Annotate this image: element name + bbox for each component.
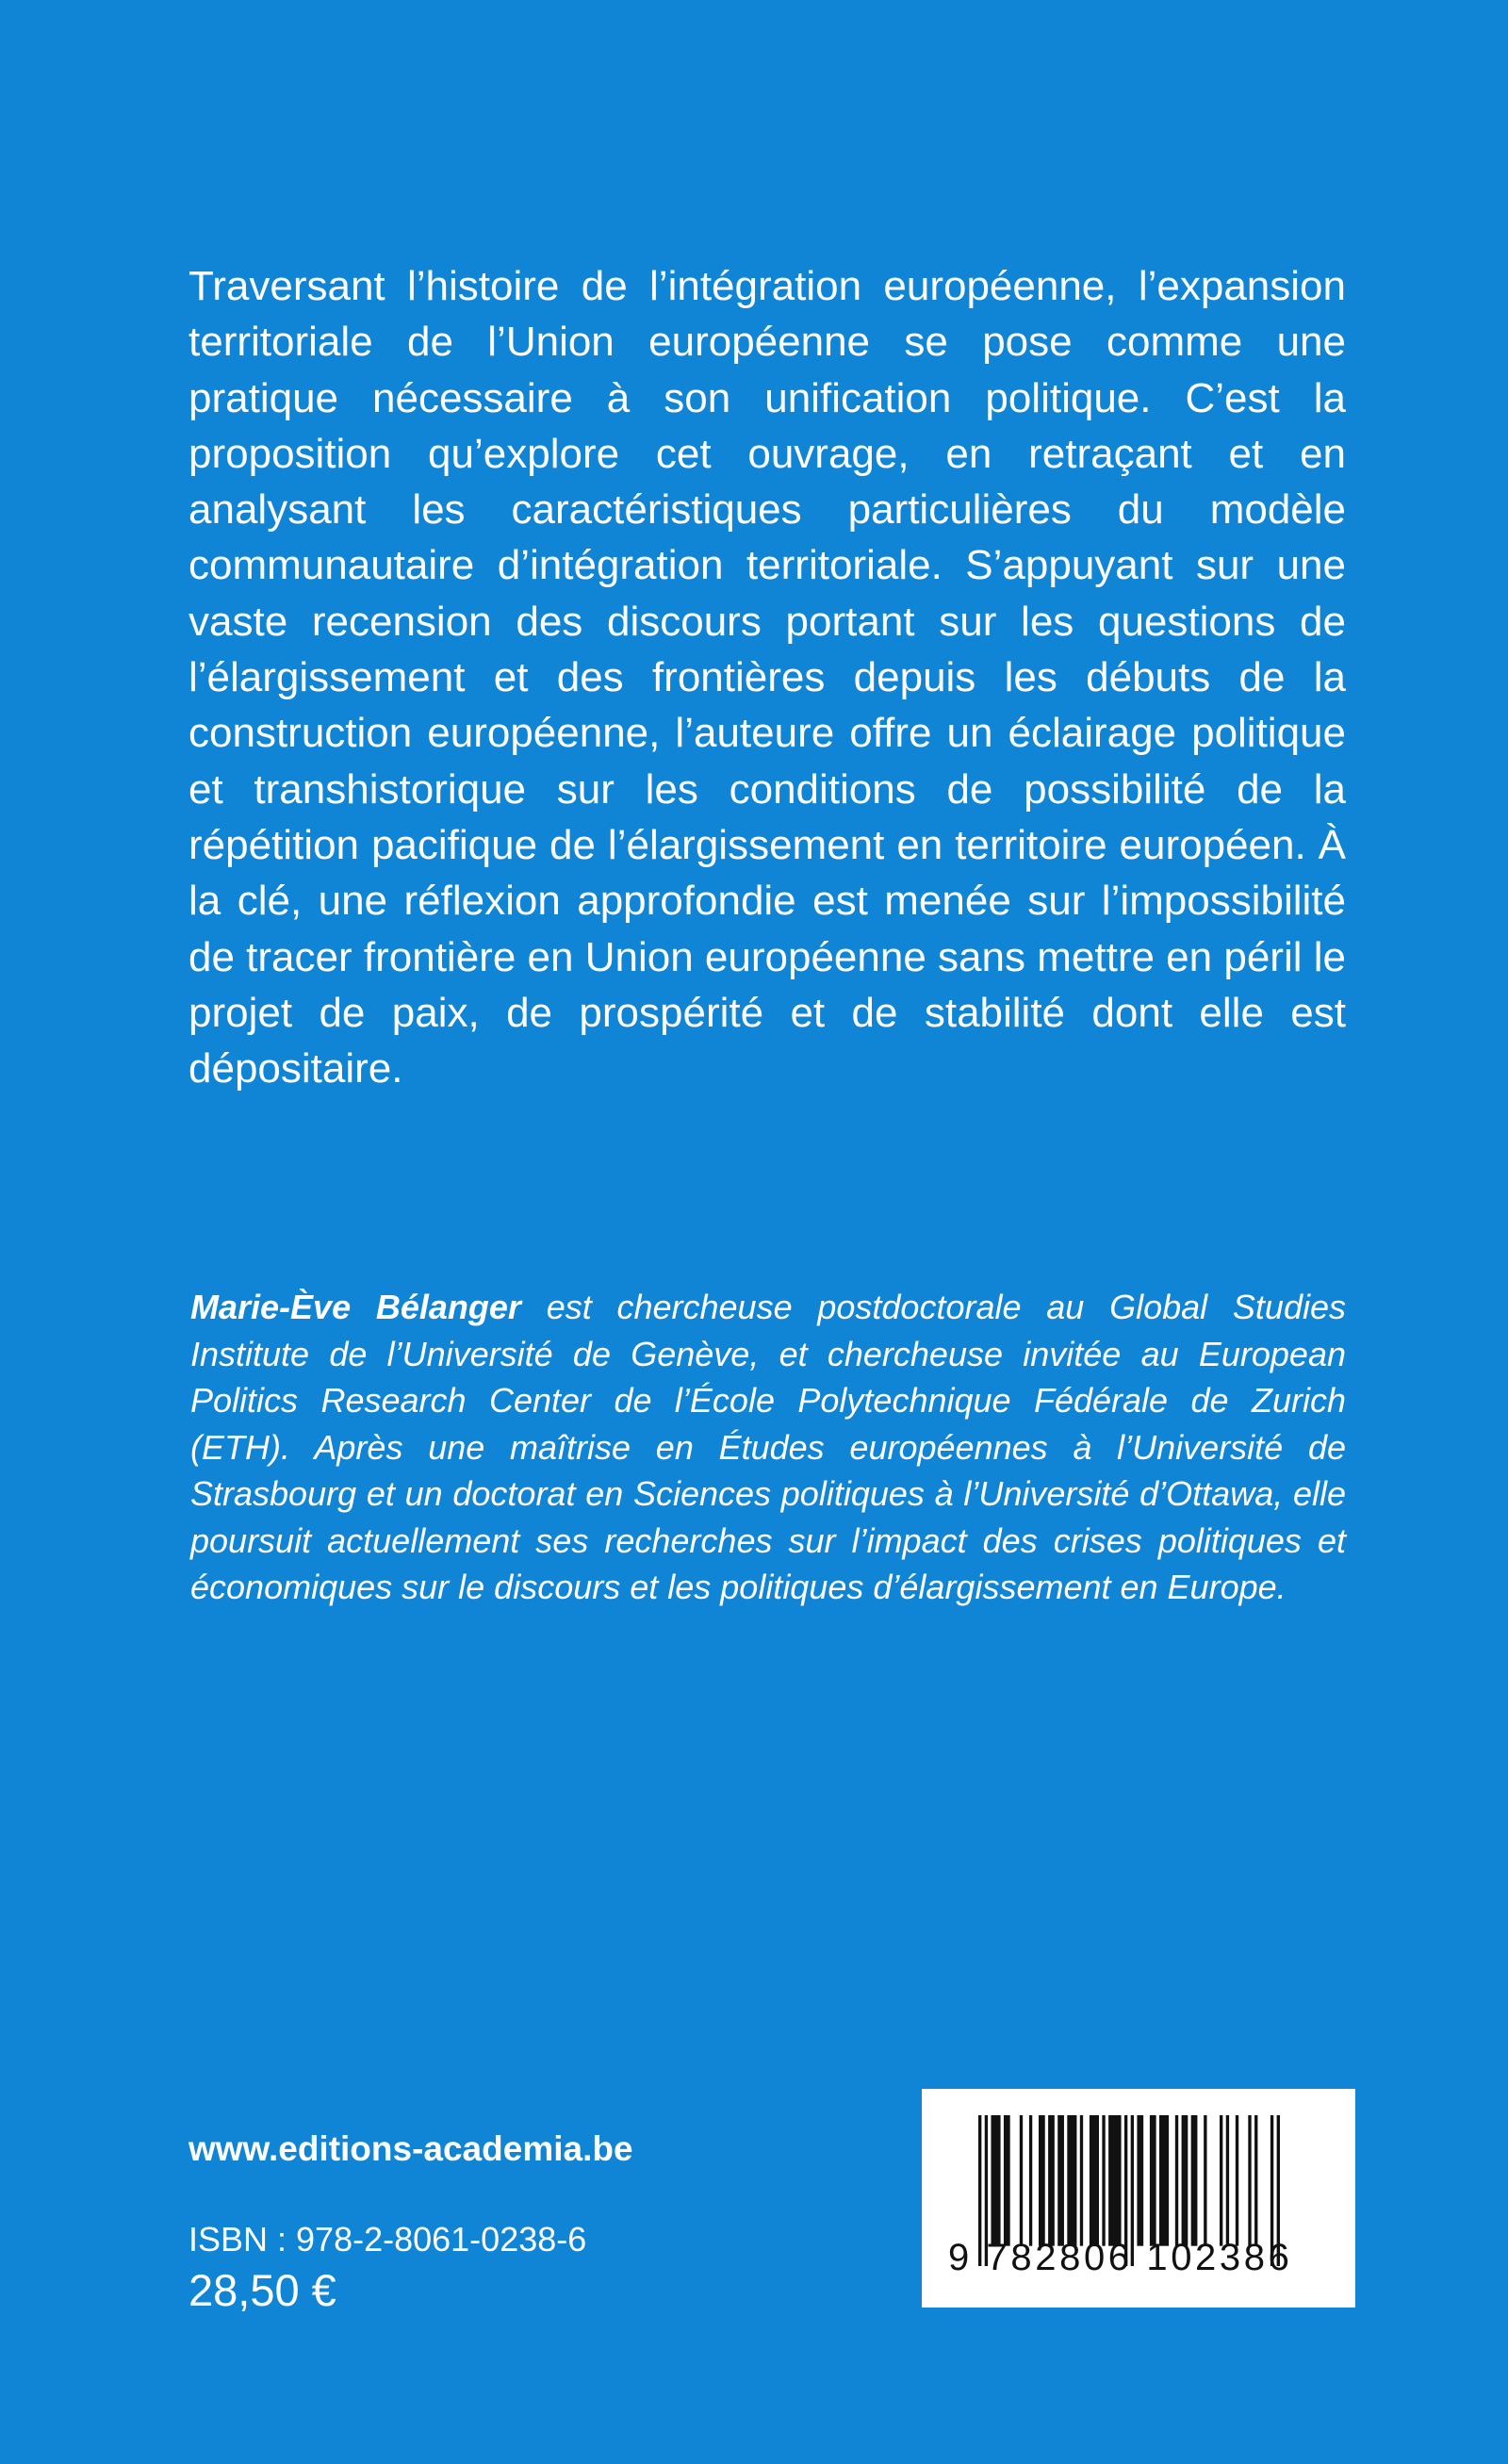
barcode-bar [1102,2115,1105,2246]
barcode-bar [1159,2115,1169,2246]
barcode-bar [1220,2115,1222,2246]
barcode-bar [1057,2115,1064,2246]
price: 28,50 € [188,2265,336,2315]
author-name: Marie-Ève Bélanger [190,1288,521,1326]
isbn-number: ISBN : 978-2-8061-0238-6 [188,2220,587,2259]
barcode-bar [1236,2115,1238,2246]
publisher-website: www.editions-academia.be [188,2129,633,2168]
barcode-bar [1182,2115,1188,2246]
summary-paragraph: Traversant l’histoire de l’intégration européenne, l’expansion territoriale de l’Union européenne se pose comme une pratique nécessaire à son unification politique. C’est la proposition qu’explore cet ouvrage, en retraçant et en analysant les caractéristiques particulières du modèle communautaire d’intégration territoriale. S’appuyant sur une vaste recension des discours portant sur les questions de l’élargissement et des frontières depuis les débuts de la construction européenne, l’auteure offre un éclairage politique et transhistorique sur les conditions de possibilité de la répétition pacifique de l’élargissement en territoire européen. À la clé, une réflexion approfondie est menée sur l’impossibilité de tracer frontière en Union européenne sans mettre en péril le projet de paix, de prospérité et de stabilité dont elle est dépositaire. [188,263,1346,1092]
author-biography [190,1284,1346,1611]
barcode-bar [1137,2115,1143,2246]
barcode-bar [1175,2115,1178,2246]
barcode-bar [1067,2115,1076,2246]
barcode-bar [991,2115,1000,2246]
barcode-bar [1248,2115,1251,2246]
barcode-panel [922,2089,1355,2308]
barcode-bar [1029,2115,1032,2246]
barcode-bar [1226,2115,1229,2246]
barcode-bar [1204,2115,1206,2246]
barcode-bar [1020,2115,1023,2246]
barcode-bar [1108,2115,1121,2246]
barcode-number: 9 782806 102386 [948,2237,1293,2278]
barcode-bar [1090,2115,1099,2246]
barcode-bar [1080,2115,1083,2246]
barcode-bar [1039,2115,1045,2246]
barcode-bar [1191,2115,1198,2246]
barcode-bar [1254,2115,1257,2246]
author-biography-text: est chercheuse postdoctorale au Global Studies Institute de l’Université de Genève, et chercheuse invitée au European Politics Research Center de l’École Polytechnique Fédérale de Zurich (ETH). Après une maîtrise en Études européennes à l’Université de Strasbourg et un doctorat en Sciences politiques à l’Université d’Ottawa, elle poursuit actuellement ses recherches sur l’impact des crises politiques et économiques sur le discours et les politiques d’élargissement en Europe. [190,1288,1346,1606]
barcode-bar [1150,2115,1156,2246]
barcode-bar [1048,2115,1055,2246]
barcode-bar [1004,2115,1010,2246]
